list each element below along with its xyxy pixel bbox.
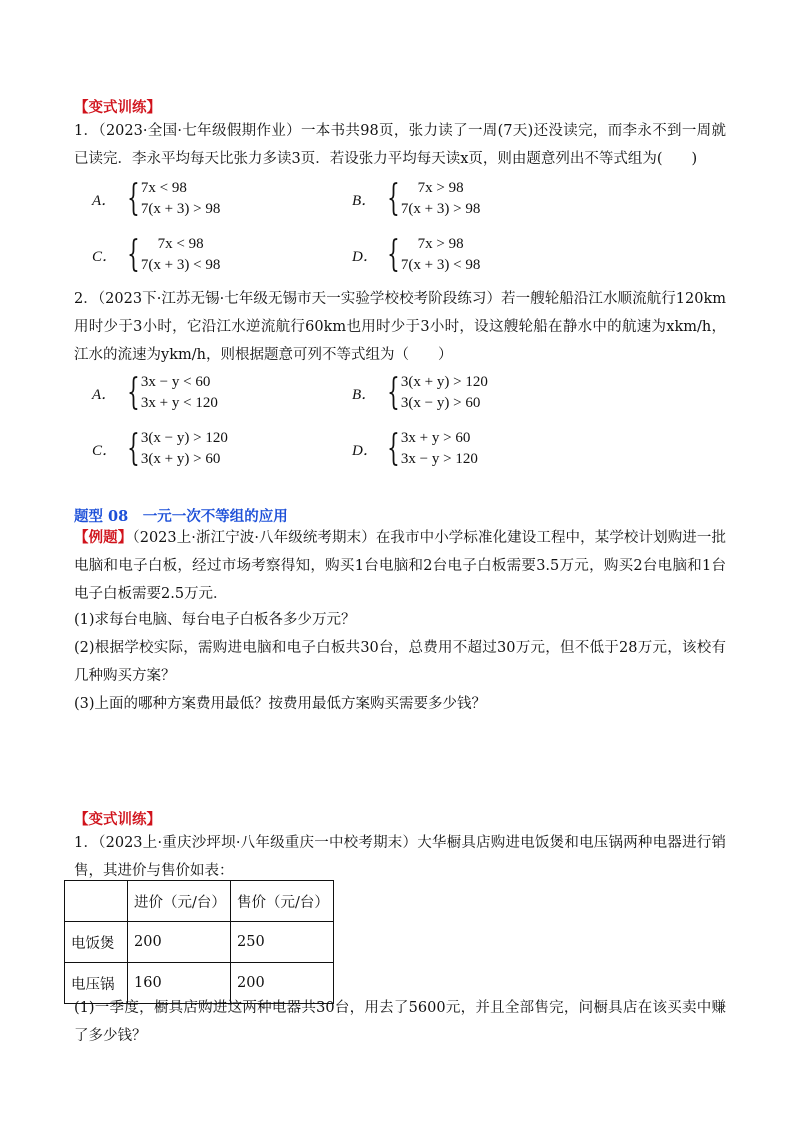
inequality: 7x > 98: [417, 180, 464, 196]
brace-icon: {: [387, 178, 400, 219]
option-label: B．: [352, 192, 377, 209]
example-sub-3: (3)上面的哪种方案费用最低？按费用最低方案购买需要多少钱？: [74, 696, 487, 712]
question-1-text: 1．（2023上·重庆沙坪坝·八年级重庆一中校考期末）大华橱具店购进电饭煲和电压锅两种电器进行销售，其进价与售价如表：: [74, 835, 726, 879]
option-label: A．: [92, 192, 117, 209]
inequality: 7(x + 3) < 98: [400, 257, 481, 273]
option-label: A．: [92, 386, 117, 403]
section-heading: 【变式训练】: [74, 811, 161, 828]
inequality: 3x − y > 120: [400, 451, 478, 467]
option-label: C．: [92, 442, 118, 459]
inequality: 7(x + 3) < 98: [140, 257, 221, 273]
brace-icon: {: [127, 372, 140, 413]
q2-option-b: [352, 372, 488, 414]
example-tag: 【例题】: [74, 529, 133, 546]
q1-option-a: [92, 178, 220, 220]
option-label: D．: [352, 442, 378, 459]
inequality: 3(x + y) > 120: [400, 374, 488, 390]
inequality: 3x + y > 60: [400, 430, 471, 446]
table-header: 售价（元/台）: [231, 881, 334, 922]
table-cell: 200: [231, 963, 334, 1004]
table-header-row: [65, 881, 334, 922]
inequality: 3x − y < 60: [140, 374, 211, 390]
table-cell: 200: [128, 922, 231, 963]
inequality: 7x < 98: [157, 236, 204, 252]
inequality: 3(x − y) > 120: [140, 430, 228, 446]
inequality: 7(x + 3) > 98: [140, 201, 221, 217]
q2-option-c: [92, 428, 228, 470]
example-text: [74, 524, 726, 608]
table-cell: 160: [128, 963, 231, 1004]
inequality: 7(x + 3) > 98: [400, 201, 481, 217]
brace-icon: {: [387, 372, 400, 413]
table-cell: 电饭煲: [65, 922, 128, 963]
question-1-sub-1: (1)一季度，橱具店购进这两种电器共30台，用去了5600元，并且全部售完，问橱具店在该买卖中赚了多少钱？: [74, 1000, 726, 1044]
brace-icon: {: [387, 428, 400, 469]
q1-option-b: [352, 178, 480, 220]
table-cell: 250: [231, 922, 334, 963]
table-cell: 电压锅: [65, 963, 128, 1004]
brace-icon: {: [127, 178, 140, 219]
option-label: C．: [92, 248, 118, 265]
option-label: B．: [352, 386, 377, 403]
section-heading: 【变式训练】: [74, 99, 161, 116]
table-cell: [65, 881, 128, 922]
question-2-text: 2．（2023下·江苏无锡·七年级无锡市天一实验学校校考阶段练习）若一艘轮船沿江水顺流航行120km用时少于3小时，它沿江水逆流航行60km也用时少于3小时，设这艘轮船在静水中的航速为xkm/h，江水的流速为ykm/h，则根据题意可列不等式组为（ ）: [74, 291, 726, 363]
price-table: [64, 880, 334, 1004]
q1-option-c: [92, 234, 220, 276]
q2-option-d: [352, 428, 478, 470]
inequality: 7x > 98: [417, 236, 464, 252]
brace-icon: {: [387, 234, 400, 275]
q2-option-a: [92, 372, 218, 414]
inequality: 7x < 98: [140, 180, 187, 196]
inequality: 3(x − y) > 60: [400, 395, 481, 411]
example-body: （2023上·浙江宁波·八年级统考期末）在我市中小学标准化建设工程中，某学校计划购进一批电脑和电子白板，经过市场考察得知，购买1台电脑和2台电子白板需要3.5万元，购买2台电脑和1台电子白板需要2.5万元．: [74, 530, 726, 602]
table-header: 进价（元/台）: [128, 881, 231, 922]
table-row: [65, 922, 334, 963]
q1-option-d: [352, 234, 480, 276]
brace-icon: {: [127, 428, 140, 469]
inequality: 3x + y < 120: [140, 395, 218, 411]
question-1-text: 1．（2023·全国·七年级假期作业）一本书共98页，张力读了一周(7天)还没读完，而李永不到一周就已读完．李永平均每天比张力多读3页．若设张力平均每天读x页，则由题意列出不等式组为( ): [74, 123, 726, 167]
inequality: 3(x + y) > 60: [140, 451, 221, 467]
example-sub-1: (1)求每台电脑、每台电子白板各多少万元？: [74, 612, 356, 628]
example-sub-2: (2)根据学校实际，需购进电脑和电子白板共30台，总费用不超过30万元，但不低于28万元，该校有几种购买方案？: [74, 640, 726, 684]
option-label: D．: [352, 248, 378, 265]
section-title: 题型 08 一元一次不等组的应用: [74, 508, 288, 525]
brace-icon: {: [127, 234, 140, 275]
